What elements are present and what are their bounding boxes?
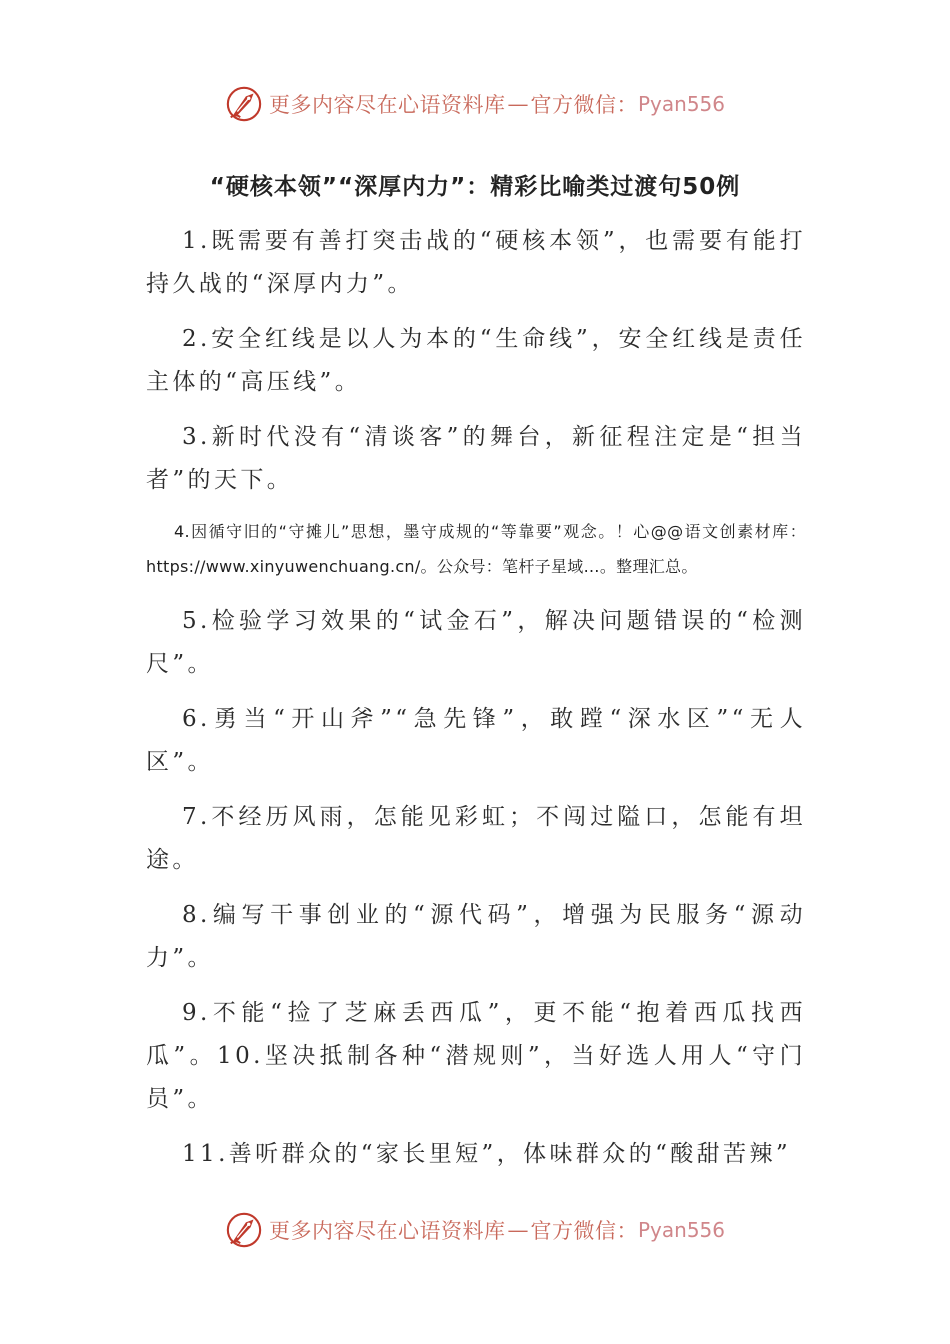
paragraph-3: 3.新时代没有“清谈客”的舞台，新征程注定是“担当者”的天下。 [146,424,806,493]
banner-separator: — [507,92,529,116]
paragraph-2: 2.安全红线是以人为本的“生命线”，安全红线是责任主体的“高压线”。 [146,326,806,395]
wechat-id: Pyan556 [637,92,725,116]
paragraph-4: 4.因循守旧的“守摊儿”思想，墨守成规的“等靠要”观念。！心@@语文创素材库：https://www.xinyuwenchuang.cn/。公众号：笔杆子星域…。整理汇总。 [146,522,806,576]
header-banner [0,82,950,126]
paragraph-5: 5.检验学习效果的“试金石”，解决问题错误的“检测尺”。 [146,608,806,677]
paragraph-6: 6.勇当“开山斧”“急先锋”，敢蹚“深水区”“无人区”。 [146,706,806,775]
wechat-id: Pyan556 [637,1218,725,1242]
wechat-label: 官方微信： [530,93,638,117]
paragraph-9: 9.不能“捡了芝麻丢西瓜”，更不能“抱着西瓜找西瓜”。10.坚决抵制各种“潜规则”，当好选人用人“守门员”。 [146,1000,806,1112]
banner-text: 更多内容尽在心语资料库 [268,93,506,117]
paragraph-1: 1.既需要有善打突击战的“硬核本领”，也需要有能打持久战的“深厚内力”。 [146,228,806,297]
banner-separator: — [507,1218,529,1242]
footer-banner [0,1208,950,1252]
document-title: “硬核本领”“深厚内力”：精彩比喻类过渡句50例 [209,174,741,200]
wechat-label: 官方微信： [530,1219,638,1243]
document-body [146,220,806,1188]
banner-text: 更多内容尽在心语资料库 [268,1219,506,1243]
pen-nib-logo-icon [225,1211,263,1249]
paragraph-8: 8.编写干事创业的“源代码”，增强为民服务“源动力”。 [146,902,806,971]
pen-nib-logo-icon [225,85,263,123]
paragraph-11: 11.善听群众的“家长里短”，体味群众的“酸甜苦辣” [182,1141,792,1167]
paragraph-7: 7.不经历风雨，怎能见彩虹；不闯过隘口，怎能有坦途。 [146,804,806,873]
